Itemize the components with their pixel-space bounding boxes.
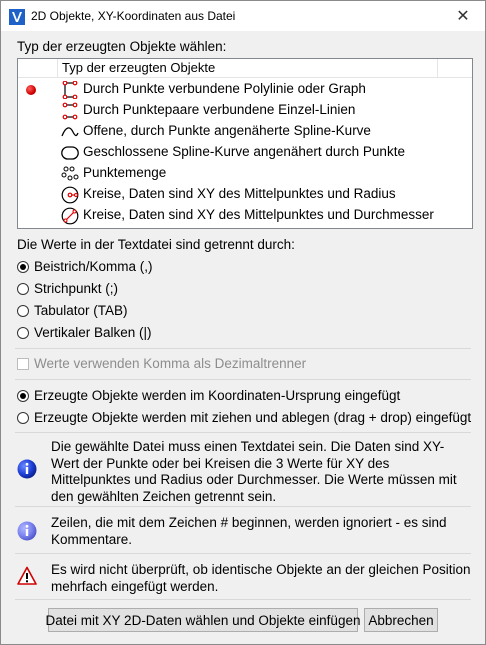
radio-pipe[interactable] <box>17 325 152 340</box>
radio-label: Vertikaler Balken (|) <box>34 325 152 340</box>
radio-label: Strichpunkt (;) <box>34 281 119 296</box>
polyline-icon <box>61 81 79 99</box>
radio-insert-origin[interactable] <box>17 388 400 403</box>
separator-heading: Die Werte in der Textdatei sind getrennt durch: <box>17 237 295 252</box>
cancel-button[interactable]: Abbrechen <box>364 608 438 632</box>
divider <box>15 553 471 554</box>
list-header-type-column[interactable]: Typ der erzeugten Objekte <box>58 59 438 78</box>
open-spline-icon <box>61 123 79 141</box>
radio-button[interactable] <box>17 283 29 295</box>
line-pairs-icon <box>61 102 79 120</box>
circle-diameter-icon <box>61 207 79 225</box>
radio-button[interactable] <box>17 390 29 402</box>
closed-spline-icon <box>61 144 79 162</box>
list-item-label: Geschlossene Spline-Kurve angenähert durch Punkte <box>83 144 405 159</box>
radio-comma[interactable] <box>17 259 153 274</box>
radio-button[interactable] <box>17 305 29 317</box>
list-item-label: Durch Punktepaare verbundene Einzel-Linien <box>83 102 356 117</box>
info-text-comments: Zeilen, die mit dem Zeichen # beginnen, werden ignoriert - es sind Kommentare. <box>51 515 447 547</box>
divider <box>15 599 471 600</box>
divider <box>15 379 471 380</box>
decimal-comma-checkbox[interactable] <box>17 356 306 371</box>
list-item-line-pairs[interactable] <box>18 100 472 121</box>
info-icon <box>17 459 37 479</box>
warning-icon <box>17 566 37 586</box>
checkbox-label: Werte verwenden Komma als Dezimaltrenner <box>34 356 307 371</box>
warning-text-duplicates: Es wird nicht überprüft, ob identische Objekte an der gleichen Position mehrfach eingefügt werden. <box>51 562 471 594</box>
selected-marker-icon <box>26 85 36 95</box>
radio-label: Beistrich/Komma (,) <box>34 259 153 274</box>
list-item-circle-radius[interactable] <box>18 184 472 205</box>
object-type-list[interactable] <box>17 58 473 229</box>
circle-radius-icon <box>61 186 79 204</box>
title-bar <box>1 1 485 31</box>
list-header-selection-column[interactable] <box>18 59 58 78</box>
radio-insert-drag-drop[interactable] <box>17 410 471 425</box>
list-item-open-spline[interactable] <box>18 121 472 142</box>
list-item-label: Offene, durch Punkte angenäherte Spline-Kurve <box>83 123 371 138</box>
list-item-closed-spline[interactable] <box>18 142 472 163</box>
radio-label: Erzeugte Objekte werden im Koordinaten-Ursprung eingefügt <box>34 388 401 403</box>
close-button[interactable] <box>441 1 485 31</box>
list-header <box>18 59 472 78</box>
info-text-file-format: Die gewählte Datei muss einen Textdatei sein. Die Daten sind XY-Wert der Punkte oder bei Kreisen die 3 Werte für XY des Mittelpunktes und Radius oder Durchmesser. Die Werte müssen mit den gewählten Zeichen getrennt sein. <box>51 439 457 504</box>
radio-tab[interactable] <box>17 303 128 318</box>
list-item-label: Kreise, Daten sind XY des Mittelpunktes und Durchmesser <box>83 207 434 222</box>
window-title: 2D Objekte, XY-Koordinaten aus Datei <box>31 9 236 23</box>
choose-file-insert-button[interactable]: Datei mit XY 2D-Daten wählen und Objekte einfügen <box>48 608 358 632</box>
list-item-label: Punktemenge <box>83 165 167 180</box>
divider <box>15 506 471 507</box>
list-item-polyline[interactable] <box>18 79 472 100</box>
list-item-circle-diameter[interactable] <box>18 205 472 226</box>
radio-button[interactable] <box>17 412 29 424</box>
radio-label: Erzeugte Objekte werden mit ziehen und ablegen (drag + drop) eingefügt <box>34 410 472 425</box>
object-type-heading: Typ der erzeugten Objekte wählen: <box>17 39 227 54</box>
info-icon <box>17 521 37 541</box>
list-item-label: Kreise, Daten sind XY des Mittelpunktes und Radius <box>83 186 396 201</box>
radio-button[interactable] <box>17 327 29 339</box>
list-item-point-set[interactable] <box>18 163 472 184</box>
list-item-label: Durch Punkte verbundene Polylinie oder Graph <box>83 81 366 96</box>
close-icon: ✕ <box>456 8 470 25</box>
radio-label: Tabulator (TAB) <box>34 303 128 318</box>
app-icon <box>9 9 25 25</box>
point-set-icon <box>61 165 79 183</box>
radio-button[interactable] <box>17 261 29 273</box>
radio-semicolon[interactable] <box>17 281 118 296</box>
checkbox-box[interactable] <box>17 358 29 370</box>
divider <box>15 348 471 349</box>
divider <box>15 432 471 433</box>
